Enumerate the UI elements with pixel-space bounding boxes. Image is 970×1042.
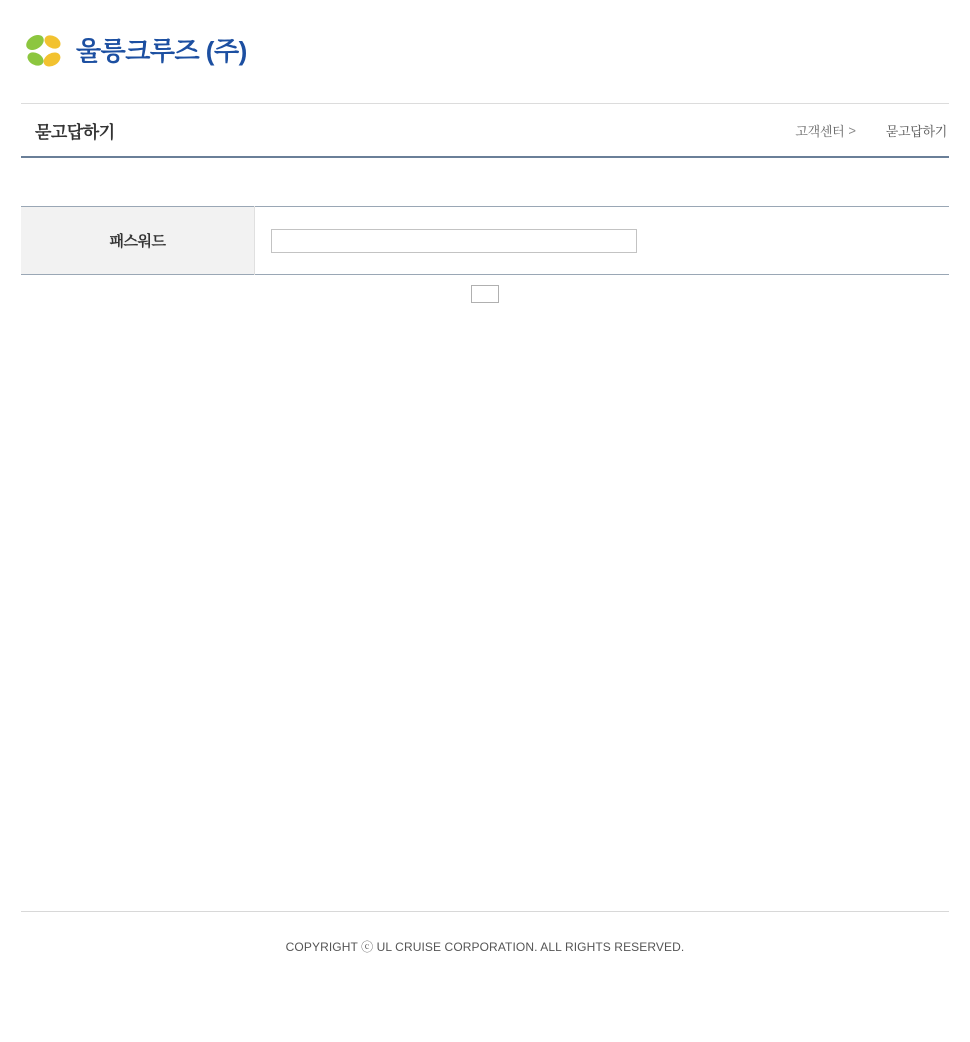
password-form-table: [21, 206, 949, 275]
password-input[interactable]: [271, 229, 637, 253]
main-content: [21, 158, 949, 303]
site-logo-text: 울릉크루즈 (주): [76, 36, 247, 66]
breadcrumb-separator-icon: >: [848, 122, 856, 138]
copyright-text: COPYRIGHT ⓒ UL CRUISE CORPORATION. ALL RIGHTS RESERVED.: [285, 940, 685, 954]
footer-divider: [21, 911, 949, 912]
site-header: [0, 0, 970, 103]
site-logo-link[interactable]: [22, 29, 247, 73]
submit-button[interactable]: [471, 285, 499, 303]
breadcrumb: [795, 121, 949, 140]
page-subbar: [21, 103, 949, 158]
submit-row: [21, 285, 949, 303]
password-label: 패스워드: [21, 207, 255, 275]
pinwheel-flower-logo-icon: [22, 29, 66, 73]
page-title: 묻고답하기: [35, 122, 115, 142]
password-field-cell: [255, 207, 950, 275]
table-row: [21, 207, 949, 275]
breadcrumb-current: 묻고답하기: [885, 123, 947, 139]
breadcrumb-parent[interactable]: 고객센터: [795, 123, 845, 139]
